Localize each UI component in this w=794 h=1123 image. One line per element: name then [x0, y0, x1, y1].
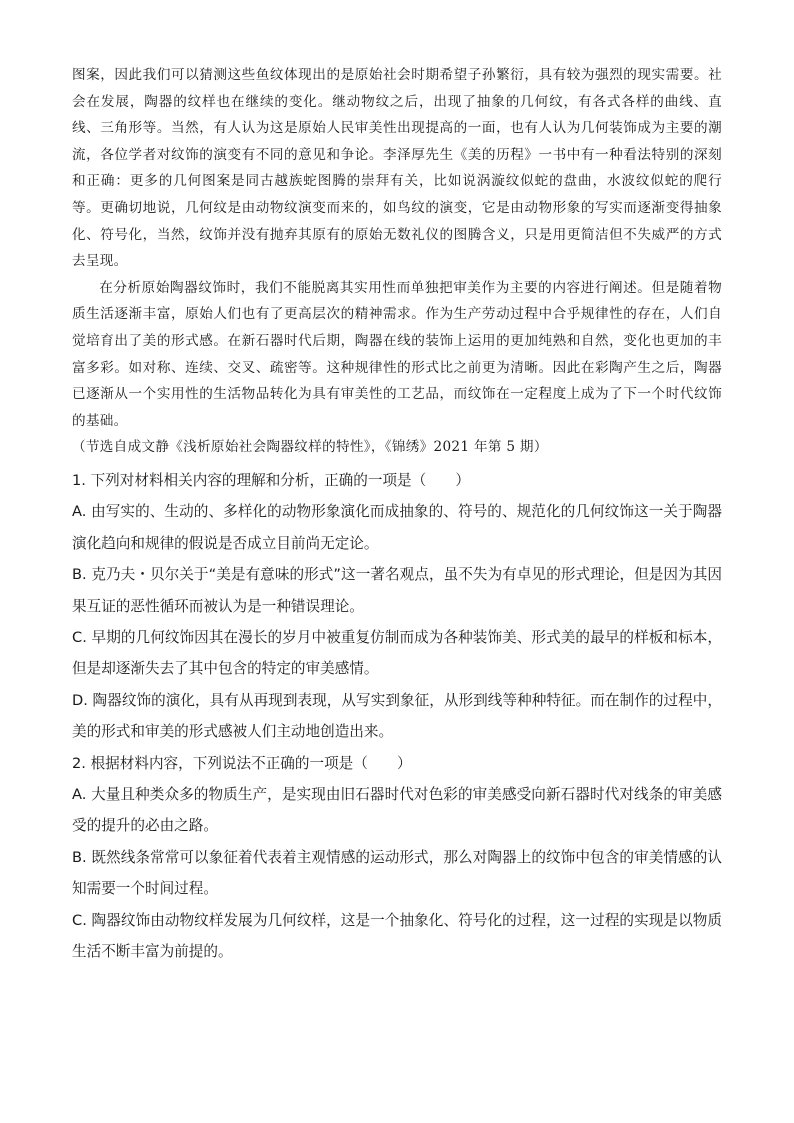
question-option-c: C. 陶器纹饰由动物纹样发展为几何纹样，这是一个抽象化、符号化的过程，这一过程的实现是以物质生活不断丰富为前提的。: [72, 911, 722, 960]
question-option-a: A. 大量且种类众多的物质生产，是实现由旧石器时代对色彩的审美感受向新石器时代对线条的审美感受的提升的必由之路。: [72, 785, 722, 835]
question-1: [72, 465, 722, 748]
passage-paragraph-1: 图案，因此我们可以猜测这些鱼纹体现出的是原始社会时期希望子孙繁衍，具有较为强烈的现实需要。社会在发展，陶器的纹样也在继续的变化。继动物纹之后，出现了抽象的几何纹，有各式各样的曲线、直线、三角形等。当然，有人认为这是原始人民审美性出现提高的一面，也有人认为几何装饰成为主要的潮流，各位学者对纹饰的演变有不同的意见和争论。李泽厚先生《美的历程》一书中有一种看法特别的深刻和正确：更多的几何图案是同古越族蛇图腾的崇拜有关，比如说涡漩纹似蛇的盘曲，水波纹似蛇的爬行等。更确切地说，几何纹是由动物纹演变而来的，如鸟纹的演变，它是由动物形象的写实而逐渐变得抽象化、符号化，当然，纹饰并没有抛弃其原有的原始无数礼仪的图腾含义，只是用更简洁但不失威严的方式去呈现。: [72, 67, 722, 270]
question-2: [72, 748, 722, 968]
question-stem: 1. 下列对材料相关内容的理解和分析，正确的一项是（ ）: [72, 471, 471, 489]
question-stem: 2. 根据材料内容，下列说法不正确的一项是（ ）: [72, 754, 412, 772]
question-option-b: B. 既然线条常常可以象征着代表着主观情感的运动形式，那么对陶器上的纹饰中包含的审美情感的认知需要一个时间过程。: [72, 848, 722, 898]
reading-passage: [72, 62, 722, 461]
question-option-b: B. 克乃夫・贝尔关于“美是有意味的形式”这一著名观点，虽不失为有卓见的形式理论，但是因为其因果互证的恶性循环而被认为是一种错误理论。: [72, 566, 722, 615]
questions-section: [72, 465, 722, 968]
passage-source-citation: （节选自成文静《浅析原始社会陶器纹样的特性》，《锦绣》2021 年第 5 期）: [72, 439, 548, 456]
passage-paragraph-2: 在分析原始陶器纹饰时，我们不能脱离其实用性而单独把审美作为主要的内容进行阐述。但是随着物质生活逐渐丰富，原始人们也有了更高层次的精神需求。作为生产劳动过程中合乎规律性的存在，人们自觉培育出了美的形式感。在新石器时代后期，陶器在线的装饰上运用的更加纯熟和自然，变化也更加的丰富多彩。如对称、连续、交叉、疏密等。这种规律性的形式比之前更为清晰。因此在彩陶产生之后，陶器已逐渐从一个实用性的生活物品转化为具有审美性的工艺品，而纹饰在一定程度上成为了下一个时代纹饰的基础。: [72, 279, 722, 429]
question-option-a: A. 由写实的、生动的、多样化的动物形象演化而成抽象的、符号的、规范化的几何纹饰这一关于陶器演化趋向和规律的假说是否成立目前尚无定论。: [72, 503, 722, 552]
document-page: [72, 62, 722, 967]
question-option-c: C. 早期的几何纹饰因其在漫长的岁月中被重复仿制而成为各种装饰美、形式美的最早的样板和标本，但是却逐渐失去了其中包含的特定的审美感情。: [72, 628, 722, 678]
question-option-d: D. 陶器纹饰的演化，具有从再现到表现，从写实到象征，从形到线等种种特征。而在制作的过程中，美的形式和审美的形式感被人们主动地创造出来。: [72, 691, 722, 741]
